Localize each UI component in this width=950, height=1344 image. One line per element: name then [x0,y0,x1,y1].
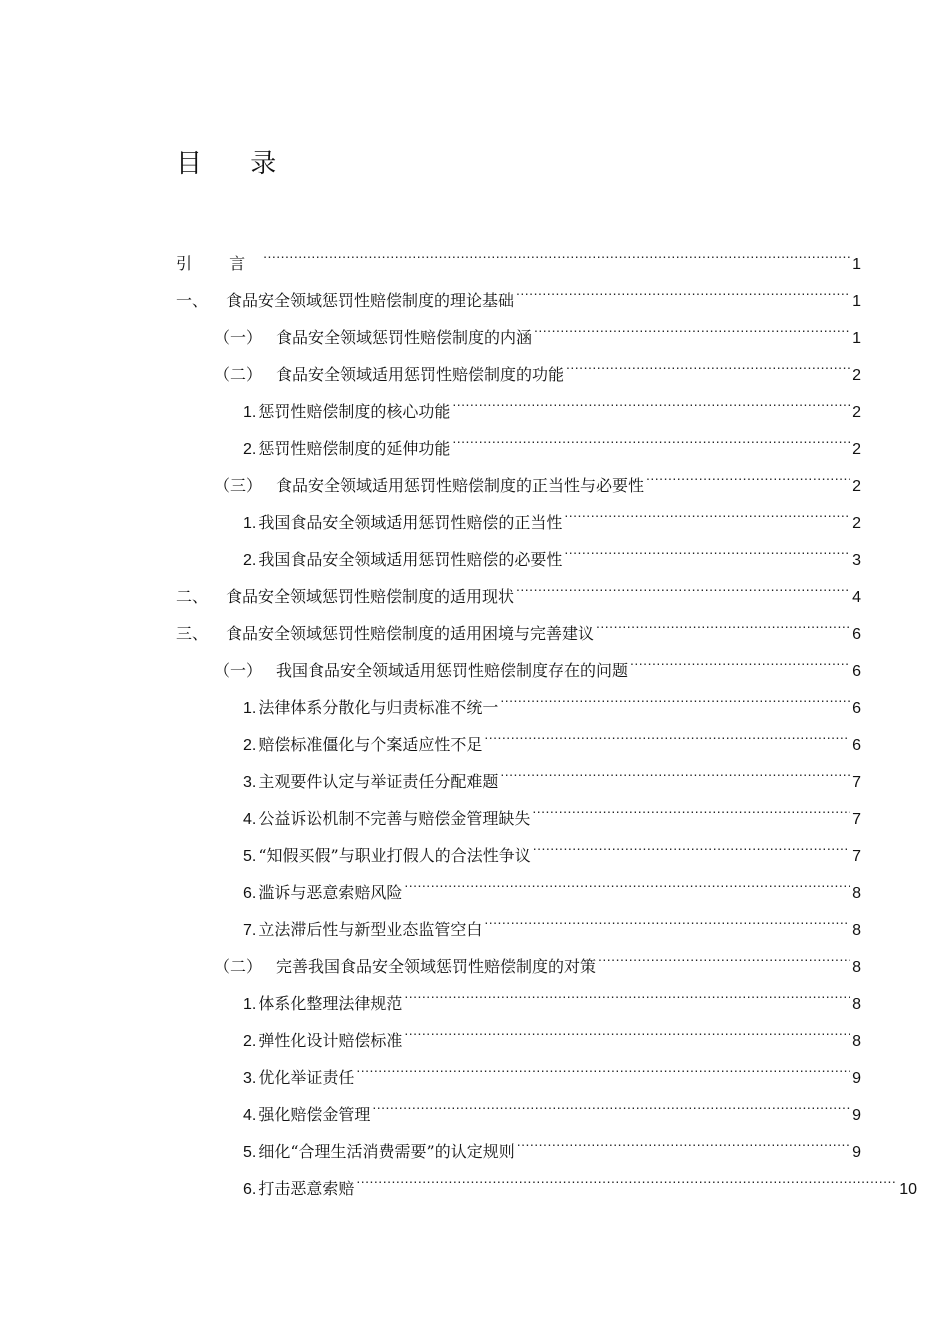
toc-entry-number: 二、 [176,587,209,606]
toc-entry-text: 惩罚性赔偿制度的核心功能 [258,402,451,421]
toc-dot-leader [630,639,850,676]
toc-entry-text: 弹性化设计赔偿标准 [258,1031,403,1050]
toc-page-number: 8 [852,922,861,939]
toc-page-number: 6 [852,663,861,680]
toc-entry-number: 三、 [176,624,209,643]
toc-entry-text: 食品安全领域惩罚性赔偿制度的理论基础 [226,291,515,310]
toc-page-number: 8 [852,959,861,976]
toc-entry-number: 2. [243,737,257,754]
toc-entry-text: 细化“合理生活消费需要”的认定规则 [258,1142,515,1161]
toc-page-number: 2 [852,441,861,458]
toc-page-number: 3 [852,552,861,569]
toc-dot-leader [263,232,850,269]
toc-dot-leader [532,787,850,824]
page-title: 目 录 [176,149,297,179]
toc-entry-number: （二） [214,957,263,976]
toc-page-number: 8 [852,1033,861,1050]
toc-dot-leader [484,898,850,935]
toc-dot-leader [452,417,850,454]
toc-dot-leader [533,824,850,861]
toc-page-number: 10 [899,1181,917,1198]
toc-entry-text: 强化赔偿金管理 [258,1105,371,1124]
toc-entry-number: 7. [243,922,257,939]
toc-entry-number: 引 言 [176,254,262,273]
toc-dot-leader [596,602,850,639]
toc-page-number: 6 [852,626,861,643]
toc-entry-number: 5. [243,1144,257,1161]
toc-dot-leader [646,454,850,491]
toc-dot-leader [356,1046,850,1083]
toc-entry-text: 食品安全领域惩罚性赔偿制度的适用现状 [226,587,515,606]
toc-dot-leader [372,1083,850,1120]
toc-page-number: 4 [852,589,861,606]
toc-entry-number: （一） [214,661,263,680]
toc-page-number: 1 [852,330,861,347]
toc-dot-leader [564,528,850,565]
toc-entry-number: 3. [243,774,257,791]
toc-page-number: 8 [852,885,861,902]
toc-page-number: 7 [852,811,861,828]
toc-dot-leader [404,1009,850,1046]
toc-entry-number: （三） [214,476,263,495]
toc-entry-text: 体系化整理法律规范 [258,994,403,1013]
toc-page-number: 2 [852,367,861,384]
toc-entry-intro[interactable] [176,232,861,273]
toc-entry-text: 食品安全领域惩罚性赔偿制度的内涵 [276,328,533,347]
toc-entry[interactable] [176,269,861,310]
toc-entry-text: 惩罚性赔偿制度的延伸功能 [258,439,451,458]
toc-dot-leader [598,935,850,972]
toc-dot-leader [484,713,850,750]
toc-page-number: 6 [852,700,861,717]
toc-entry-text: 我国食品安全领域适用惩罚性赔偿的必要性 [258,550,563,569]
toc-entry-text: 法律体系分散化与归责标准不统一 [258,698,499,717]
toc-entry-number: 4. [243,811,257,828]
toc-entry-text: 我国食品安全领域适用惩罚性赔偿制度存在的问题 [276,661,629,680]
toc-entry-text: 食品安全领域惩罚性赔偿制度的适用困境与完善建议 [226,624,595,643]
toc-page-number: 9 [852,1107,861,1124]
toc-entry-number: 1. [243,700,257,717]
toc-entry-number: 6. [243,885,257,902]
toc-page-number: 7 [852,848,861,865]
toc-dot-leader [516,565,850,602]
toc-entry-number: 3. [243,1070,257,1087]
toc-entry-text: 食品安全领域适用惩罚性赔偿制度的正当性与必要性 [276,476,645,495]
toc-entry-number: （二） [214,365,263,384]
toc-entry-text: 打击恶意索赔 [258,1179,355,1198]
toc-entry-text: 主观要件认定与举证责任分配难题 [258,772,499,791]
toc-entry-number: 2. [243,441,257,458]
toc-dot-leader [566,343,850,380]
toc-page-number: 1 [852,256,861,273]
toc-dot-leader [500,750,850,787]
toc-entry-text: 公益诉讼机制不完善与赔偿金管理缺失 [258,809,531,828]
toc-dot-leader [516,269,850,306]
toc-entry-text: 完善我国食品安全领域惩罚性赔偿制度的对策 [276,957,597,976]
toc-entry-number: 2. [243,1033,257,1050]
toc-entry-text: 食品安全领域适用惩罚性赔偿制度的功能 [276,365,565,384]
toc-entry-number: 5. [243,848,257,865]
toc-dot-leader [500,676,850,713]
toc-page-number: 6 [852,737,861,754]
toc-page-number: 1 [852,293,861,310]
toc-entry-number: 一、 [176,291,209,310]
toc-entry-number: 1. [243,996,257,1013]
toc-page-number: 2 [852,478,861,495]
toc-entry-text: 赔偿标准僵化与个案适应性不足 [258,735,483,754]
toc-entry-text: 立法滞后性与新型业态监管空白 [258,920,483,939]
toc-page-number: 2 [852,515,861,532]
toc-entry-text: “知假买假”与职业打假人的合法性争议 [258,846,531,865]
toc-entry-text: 优化举证责任 [258,1068,355,1087]
toc-dot-leader [404,861,850,898]
toc-entry-number: （一） [214,328,263,347]
toc-dot-leader [404,972,850,1009]
toc-entry-number: 2. [243,552,257,569]
toc-page-number: 9 [852,1144,861,1161]
toc-entry-number: 1. [243,404,257,421]
toc-dot-leader [517,1120,850,1157]
toc-entry-number: 1. [243,515,257,532]
toc-page-number: 9 [852,1070,861,1087]
table-of-contents [176,232,917,1198]
toc-dot-leader [452,380,850,417]
toc-page-number: 7 [852,774,861,791]
toc-page-number: 8 [852,996,861,1013]
toc-dot-leader [564,491,850,528]
toc-dot-leader [534,306,850,343]
toc-entry-number: 4. [243,1107,257,1124]
toc-page-number: 2 [852,404,861,421]
toc-entry-number: 6. [243,1181,257,1198]
toc-entry-text: 滥诉与恶意索赔风险 [258,883,403,902]
toc-entry-text: 我国食品安全领域适用惩罚性赔偿的正当性 [258,513,563,532]
toc-dot-leader [356,1157,897,1194]
